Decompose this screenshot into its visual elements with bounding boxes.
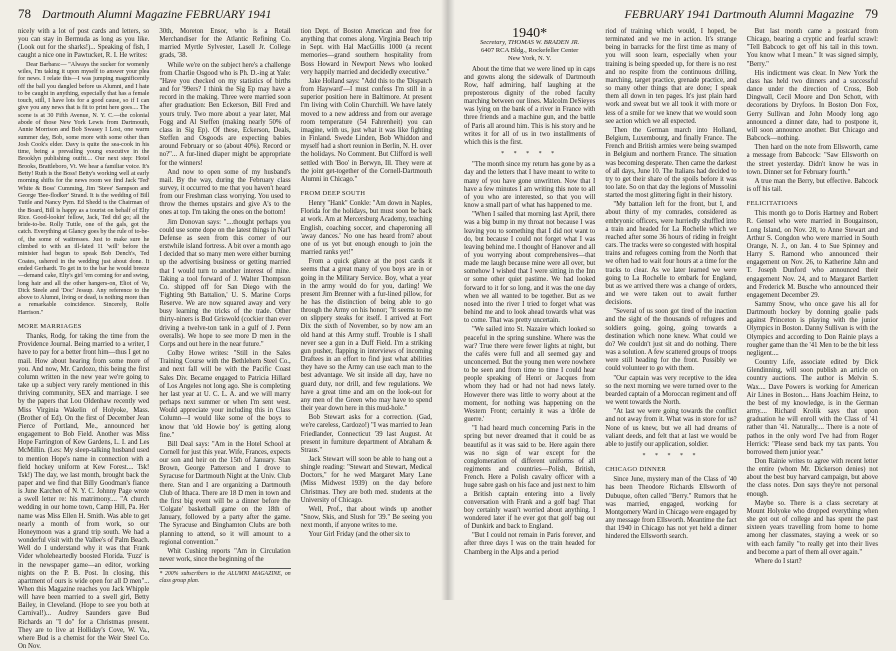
paragraph: Bill Deal says: "Am in the Hotel School at Cornell for just this year. Wife, Frances, expects our son and heir on the 15th of January. Stan Brown, George Patterson and I drove to Syracuse for Dartmouth Night at the Univ. Club there. Stan and I are organizing a Dartmouth Club of Ithaca. There are 18 D men in town and the first big event will be a dinner before the 'Colgate' basketball game on the 18th of January, followed by a party after the game. The Syracuse and Binghamton Clubs are both planning to attend, so it will amount to a regional convention." (159, 440, 291, 546)
paragraph: 30th, Moreton Ensor, who is a Retail Merchandiser for the Atlantic Refining Co. married Myrtle Sylvester, Lasell Jr. College grads, '38. (159, 28, 291, 60)
paragraph: About the time that we were lined up in caps and gowns along the sidewalk of Dartmouth Row, half admiring, half laughing at the preposterous dignity of the robed faculty marching between our lines. Malcolm DeSieyes was lying on the bank of a river in France with three friends and a machine gun, and the battle of Paris all around him. This is his story and he writes it for all of us in two installments of which this is the first. (464, 65, 596, 146)
paragraph: His indictment was clear. In New York the class has held two dinners and a successful dance under the direction of Cross, Bob Dingwall, Cecil Moore and Don Schott, with decorations by Dryfoos. In Boston Don Fox, Gerry Sullivan and John Moody long ago announced a dinner date, had to postpone it, will soon announce another. But Chicago and Babcock—nothing. (746, 69, 878, 143)
paragraph: Your Girl Friday (and the other six to (308, 531, 411, 539)
page-number: 78 (18, 6, 31, 21)
left-page-header (18, 6, 432, 22)
paragraph: Then hard on the note from Ellsworth, came a message from Babcock: "Saw Ellsworth on the street yesterday. Didn't know he was in town. Dinner set for February fourth." (746, 144, 878, 176)
column-2 (159, 28, 290, 598)
running-head: FEBRUARY 1941 Dartmouth Alumni Magazine (624, 7, 854, 21)
column-2 (605, 28, 736, 598)
secretary-info (464, 39, 595, 62)
left-page-columns (18, 28, 432, 651)
column-1 (464, 28, 595, 598)
section-divider-stars: * * * * * (642, 452, 700, 459)
paragraph: "I had heard much concerning Paris in the spring but never dreamed that it could be as beautiful as it was said to be. Here again there was no sign of war except for the conglomeration of different uniforms of all regiments and countries—Polish, British, French. Here a Polish cavalry officer with a huge sabre gash on his face and just next to him a British captain entering into a lively conversation with Frank and a golf bag! That boy certainly wasn't worried about anything. I wondered later if he ever got that golf bag out of Dunkirk and back to England. (464, 425, 596, 531)
paragraph: "Our captain was very receptive to the idea so the next morning we were turned over to the bearded captain of a Moroccan regiment and off we went towards the North. (605, 374, 737, 407)
class-year-heading: 1940* (512, 26, 548, 41)
column-3 (301, 28, 432, 598)
section-divider-stars: * * * * * (501, 151, 559, 158)
column-3 (747, 28, 878, 598)
paragraph: But last month came a postcard from Chicago, bearing a cryptic and fearful scrawl: "Tell Babcock to get off his tail in this town. You know what I mean." It was signed simply, "Berry." (746, 28, 878, 68)
paragraph: riod of training which would, I hoped, be terminated and we me in action. It's strange being in barracks for the first time as many of you will soon learn, especially when your training is being speeded up, for there is no rest and no respite from the continuous drilling, marching, target practice, grenade practice, and so many other things that are done; I speak them all down in ten pages. It's just plain hard work and sweat but we all took it with more or less of a smile for we knew that we would soon see action which we all expected. (605, 28, 737, 125)
page-number: 79 (865, 6, 878, 21)
paragraph: Sammy Snow, who once gave his all for Dartmouth hockey by donning goalie pads against Princeton is playing with the junior Olympics in Boston. Danny Sullivan is with the Olympics and according to Don Rainie plays a rougher game than the '41 Men to be the bit less negligent.... (746, 301, 878, 357)
secretary-address: 6407 RCA Bldg., Rockefeller Center (480, 46, 579, 54)
paragraph: Whit Cushing reports "Am in Circulation never work, since the beginning of the (159, 547, 291, 563)
paragraph: Maybe so. There is a class secretary at Mount Holyoke who dropped everything when she got out of college and has spent the past sixteen years travelling from home to home among her classmates, staying a week or so with each family "to really get into their lives and become a part of them all over again." (746, 499, 878, 556)
running-head: Dartmouth Alumni Magazine FEBRUARY 1941 (42, 7, 272, 21)
paragraph: Where do I start? (754, 557, 802, 565)
right-page-header (464, 6, 878, 22)
paragraph: Jim Donovan says: "....thought perhaps you could use some dope on the latest things in Nat'l Defense as seen from this corner of our erstwhile island fortress. A bit over a month ago I decided that so many men were either burning up the advertising business or getting married that I would turn to another interest of mine. Taking a tool forward of J. Walter Thompson Co. shipped off for San Diego with the 'Fighting 9th Battalion,' U. S. Marine Corps Reserve. We are now squared away and very busy learning the tricks of the trade. Other thirty-niners is Bud Griswold (cockier than ever driving a twelve-ton tank in a gulf of J. Penn overalls). We hope to see more D men in the Corps and out here in the near future." (159, 218, 291, 348)
paragraph: "When I sailed that morning last April, there was a big bump in my throat not because I was leaving you to something that I did not want to do, but because I could not forget what I was leaving behind me. I thought of Hanover and all of you worrying about comprehensives—that made me laugh because mine were all over, but somehow I wished that I were sitting in the Inn or some other quiet pastime. We had looked forward to it for so long, and it was the one day when we all wanted to be together. But as we nosed into the river I tried to forget what was behind me and to look ahead towards what was to come. That was pretty uncertain. (464, 211, 596, 325)
paragraph: Thanks, Rodg, for taking the time from the Providence Journal. Being married to a writer, I have to pay for a better front him—thus I get no mail. How about hearing from some more of you. And now, Mr. Cardozo, this being the first column written in the new year we're going to take up a subject very rarely mentioned in this thriving community, SEX and marriage. I see by the papers that Lou Oldenhaw recently wed Miss Virginia Wakelin of Holyoke, Mass. (Brother of Ed). On the first of December Jean Pierce of Portland, Me., announced her engagement to Bob Field. Another was Miss Hope Farrington of Kew Gardens, L. I. and Les McMillin. (Les: My sleep-talking husband used to mention Hope's name in connection with a field hockey uniform at Kew Forest.... Tsk! Tsk!) The day, we last month, brought back the paper and we find that Billy Goodman's fiance is June Karchen of N. Y. C. Johnny Page wrote a swell letter re: his matrimony.... "A church wedding in our home town, Camp Hill, Pa. Her name was Miss Ellen H. Smith. Was able to get nearly a month of from work, so our Honeymoon was a grand trip south. We had a wonderful visit with the Vallee's of Palm Beach. Well do I understand why it was that Frank Vider wholeheartedly boosted Florida. 'Fuzz' is in the newspaper game—an editor, working nights on the P. B. Post. In closing, this apartment of ours is wide open for all D men"... When this Magazine reaches you Jack Whipple will have been married to a swell girl, Betty Bailey, in Cleveland. (Hope to see you both at Carnival!)... Audrey Saunders gave Bud Richards an "I do" for a Christmas present. They are to live at Holliday's Cove, W. Va., where Bud is a chemist for the Weir Steel Co. On Nov. (18, 333, 150, 651)
secretary-city: New York, N. Y. (507, 54, 552, 62)
letter-excerpt: Dear Barbara:— "Always the sucker for womenly wiles, I'm taking it upon myself to answer your plea for news. I relate this—I was jumping magnificently off the ball you dangled before us Alumni, and I hate to be caught in anything, especially that has a female touch, still, I have lots for a good cause, so if I can give you any news that is fit to print here goes.... The scene is at 30 Fifth Avenue, N. Y. C.—the colonial abode of those New York Lewis from Dartmouth, Annie Morrison and Bob Swasey I Lost, one warm summer day, Bob, some more with some other than Josh Cook's elder. Davy is quite the sea-cook in his time, being a prevailing young executive in the Brooklyn publishing outfit.... Our next step: Hotel Brooks, Brattleboro, Vt. We hear a familiar voice. It's Betty! Ruth is the Boss! Betty's working well at early morning shifts for the news room we find Jack 'Ted' White & Boss' Cumming, Jim 'Steve' Sampson and George 'Bee-flodker' Strand. It is the wedding of Bill Tuttle and Nancy Pym. Ed Shedd is the Chairman of the Board, Bill is happy as a tourist on behalf of Elty Rice. Good-lookin' fellow, Jack, Ted did go; all the bride-to-be. Rolly Tuttle, one of the gals, got the catch. Everything at Glancy goes by the rule of to-be-of, the some of waitresses. Just to make sure he climbed to with an ill-fated 11 'will' before the minister had begun to speak Bob Dench's, Ted Coates, ushered in the wedding just about done. It ended Gerhardt. To get in to the bar he would breeze—demand cake, Elty's girl 'em coming for and swing, long hair and all the other hangers-on, Eliot of Ve, Dick Steele and 'Doc' Jessup. Any reference to the above to Alumni, living or dead, is nothing more than a remarkable coincidence. Sincerely, Rolfe Harrison." (18, 61, 150, 316)
paragraph: Country Life, associate edited by Dick Glendinning, will soon publish an article on country auctions. The author is Melvin S. Wax.... Dave Powers is working for American Air Lines in Boston.... Hans Joachim Heinz, to the best of my knowledge, is in the German army.... Richard Krolik says that upon graduation he will enroll with the Class of '41 rather than '41. Naturally.... There is a note of pathos in the only word I've had from Roger Herrick: "Please send back my tax pants. You borrowed them junior year." (746, 359, 878, 456)
binding-gutter (441, 0, 455, 600)
paragraph: Colby Howe writes: "Still in the Sales Training Course with the Bethlehem Steel Co., and next fall will be with the Pacific Coast Sales Div. Became engaged to Patricia Hillard of Los Angeles not long ago. She is completing her last year at U. C. L. A. and we will marry perhaps next summer or when I'm sent west. Would appreciate your including this in Class Column—I would like some of the boys to know that 'old Howie boy' is getting along fine." (159, 350, 291, 439)
paragraph: And now to open some of my husband's mail. By the way, during the February class survey, it occurred to me that you haven't heard from our Freshman class worrying. You used to throw the themes upstairs and give A's to the ones at top. I'm taking the ones on the bottom! (159, 168, 291, 217)
paragraph: Jake Holland says: "Add this to the 'Dispatch from Hayward'—I must confess I'm still in a superior position here in Baltimore. At present I'm living with Colin Churchill. We have lately moved to a new address and from our average room temperature (54 Fahrenheit) you can imagine, with us, just what it was like fighting in Finland. Swede Linden, Bob Whiddon and myself had a short reunion in Berlin, N. H. over the holidays. No Comment. But Clifford is well settled with 'Boo' in Berwyn, Ill. They were at the joint get-together of the Cornell-Dartmouth Alumni in Chicago." (300, 77, 432, 183)
paragraph: Henry "Hank" Conkle: "Am down in Naples, Florida for the holidays, but must soon be back at work. Am at Mercersburg Academy, teaching English, coaching soccer, and chaperoning all 'away dances.' No one has heard from? about one of us yet but enough enough to join the married ranks yet!" (300, 200, 432, 257)
paragraph: nicely with a lot of post cards and letters, so you can stay in Bermuda as long as you like. (Look out for the sharks!)... Speaking of fish, I caught a nice one in Pawtucket, R. I. He writes: (18, 28, 150, 60)
paragraph: "The month since my return has gone by as a day and the letters that I have meant to write to many of you have gone unwritten. Now that I have a few minutes I am writing this note to all of you who are interested, so that you will know a small part of what has happened to me. (464, 161, 596, 210)
paragraph: "My battalion left for the front, but I, and about thirty of my comrades, considered as embryonic officers, were hurriedly shuffled into a train and headed for La Rochelle which we reached after some 36 hours of riding in freight cars. The tracks were so congested with hospital trains and refugees coming from the North that we often had to wait four hours at a time for the tracks to clear. As we later learned we were going to La Rochelle to embark for England, but as we arrived there was a change of orders, and we were taken out to await further decisions. (605, 201, 737, 307)
right-page (448, 0, 896, 600)
paragraph: While we're on the subject here's a challenge from Charlie Osgood who is Ph. D.-ing at Yale: "Have you checked on my statistics of births and for '99ers? I think the Sig Ep may have a record in the making. Three were married soon after graduation: Ben Eckerson, Bill Fred and yours truly. Two more about a year later, Mal Fogg and Al Steffen (making nearly 50% of class in Sig Ep). Of these, Eckerson, Deals, Steffen and Osgoods are expecting babies around February or so (about 40%). Record or no?"... A fur-lined diaper might be appropriate for the winners! (159, 61, 291, 167)
right-page-columns (464, 28, 878, 598)
footnote: * 200% subscribers to the ALUMNI MAGAZINE, on class group plan. (159, 568, 290, 585)
paragraph: Don Rainie writes to agree with recent letter the entire (whom Mr. Dickerson denies) not about the best buy harvard campaign, but above the class notes. Don says they're not personal enough. (746, 457, 878, 498)
paragraph: Bob Stewart asks for a correction. (Gad, we're careless, Cardozo!) "I was married to Jean Friedlander, Connecticut '39 last August. At present in furniture department of Abraham & Straus." (300, 414, 432, 454)
paragraph: Well, Prof., that about winds up another "Snow, Skis, and Slush for '39." Be seeing you next month, if anyone writes to me. (300, 505, 432, 530)
secretary-name: Secretary, THOMAS W. BRADEN JR. (480, 39, 580, 47)
paragraph: This month go to Doris Hartney and Robert R. Gensel who were married in Bougainson, Long Island, on Nov. 28, to Anne Stewart and Arthur S. Congdon who were married in South Orange, N. J., on Jan. 4 to Sue Spinney and Harry S. Ramond who announced their engagement on Nov. 26, to Katherine Jahn and T. Joseph Dunford who announced their engagement Nov. 24, and to Margaret Bartlett and Frederick M. Busche who announced their engagement December 29. (746, 210, 878, 299)
right-page-number-and-title (624, 6, 878, 22)
paragraph: "Several of us soon got tired of the inaction and the sight of the thousands of refugees and soldiers going, going, going towards a destination which none knew. What could we do? We couldn't just sit and do nothing. There was a solution. A few scattered groups of troops were still heading for the front. Possibly we could volunteer to go with them. (605, 308, 737, 373)
paragraph: Since June, mystery man of the Class of '40 has been Theodore Richards Ellsworth of Dubuque, often called "Berry." Rumors that he was married, engaged, working for Montgomery Ward in Chicago were engaged by any message from Ellsworth. Meantime the fact that 1940 in Chicago has not yet held a dinner hindered the Ellsworth search. (605, 476, 737, 541)
left-page-number-and-title (18, 6, 272, 22)
paragraph: "But I could not remain in Paris forever, and after three days I was on the train headed for Chamberg in the Alps and a period (464, 532, 596, 556)
section-heading: MORE MARRIAGES (18, 323, 82, 331)
section-heading: CHICAGO DINNER (605, 466, 667, 474)
paragraph: Jack Stewart will soon be able to hang out a shingle reading: "Stewart and Stewart, Medical Doctors," for he wed Margaret Mary Lane (Miss Midwest 1939) on the day before Christmas. They are both med. students at the University of Chicago. (300, 455, 432, 504)
paragraph: "We sailed into St. Nazaire which looked so peaceful in the spring sunshine. Where was the war? True there were fewer lights at night, but the cafés were full and all seemed gay and unconcerned. But the young men were nowhere to be seen and from time to time I could hear people speaking of Henri or Jacques from whom they had or had not had news lately. However there was little to worry about at the moment, for nothing was happening on the Western Front; certainly it was a 'drôle de guerre.' (464, 326, 596, 424)
paragraph: From a quick glance at the post cards it seems that a great many of you boys are in or going in the Military Service. Boy, what a year in the army would do for you, darling! We present Jim Brenner with a fur-lined pillow, for he has the distinction of being able to go through the Army on his honor; "It seems to me on slippery steaks for itself. I arrived at Fort Dix the sixth of November, so by now am an old hand at this Army stuff. Trouble is I shall never see a gun in a Duff Field. I'm a striking gun pusher, flapping in interviews of incoming Draftees in an effort to find just what abilities they have so the Army can use each man to the best advantage. We sit inside all day, have no guard duty, nor drill, and few regulations. We have a great time and am on the look-out for any men of the Green who may have to spend their year down here in this mud-hole." (300, 258, 432, 413)
section-heading: FELICITATIONS (746, 200, 799, 208)
paragraph: tion Dept. of Boston American and free for anything that comes along. Virginia Beach trip in Sept. with Hal MacGillis 1000 (a recent memories—grand southern hospitality from Boss Howard in Newport News who looked very happily married and decidedly executive." (300, 28, 432, 76)
column-1 (18, 28, 150, 651)
paragraph: "At last we were going towards the conflict and not away from it. What was in store for us? None of us knew, but we all had dreams of valiant deeds, and felt that at last we would be able to justify our application, soldier. (605, 408, 737, 448)
paragraph: Then the German march into Holland, Belgium, Luxembourg, and finally France. The French and British armies were being swamped in Belgium and northern France. The situation was becoming desperate. Then came the darkest of all days, June 10. The Italians had decided to try to get their share of the spoils before it was too late. So on that day the legions of Mussolini started the most glittering fight in their history. (605, 126, 737, 200)
paragraph: A true man the Berry, but effective. Babcock is off his tail. (746, 177, 878, 193)
section-heading: FROM DEEP SOUTH (300, 189, 366, 197)
